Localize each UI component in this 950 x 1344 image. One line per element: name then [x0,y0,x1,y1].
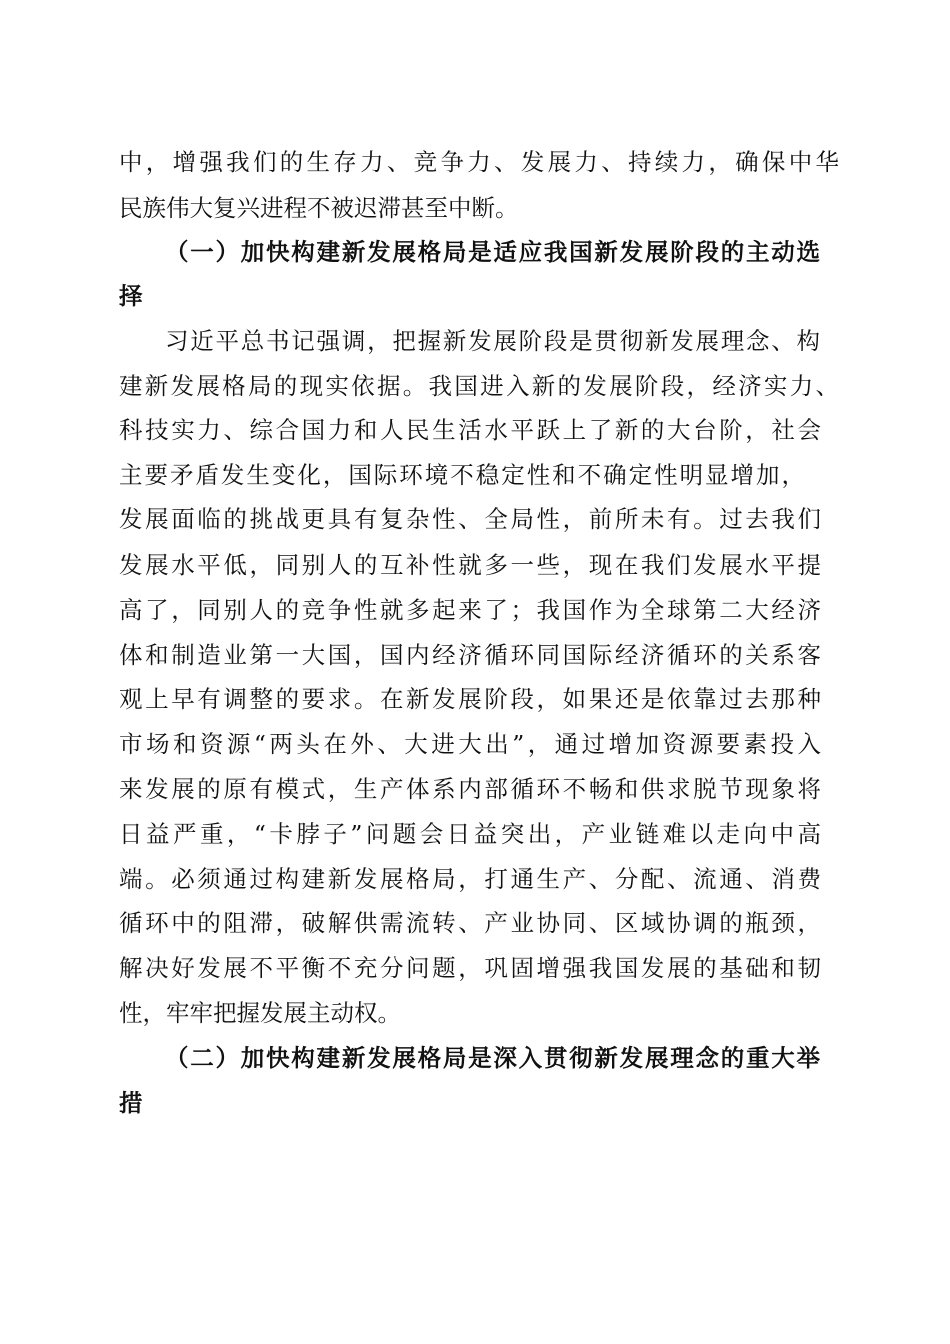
paragraph-line: 科技实力、综合国力和人民生活水平跃上了新的大台阶，社会 [119,416,821,444]
paragraph-line: 来发展的原有模式，生产体系内部循环不畅和供求脱节现象将 [119,775,821,803]
paragraph-line: 发展水平低，同别人的互补性就多一些，现在我们发展水平提 [119,551,821,579]
paragraph-line: 习近平总书记强调，把握新发展阶段是贯彻新发展理念、构 [165,327,820,355]
paragraph-line: 高了，同别人的竞争性就多起来了；我国作为全球第二大经济 [119,596,821,624]
paragraph-line: 体和制造业第一大国，国内经济循环同国际经济循环的关系客 [119,641,821,669]
paragraph-line: 日益严重，“卡脖子”问题会日益突出，产业链难以走向中高 [119,820,821,848]
paragraph-line: 发展面临的挑战更具有复杂性、全局性，前所未有。过去我们 [119,505,821,533]
paragraph-line: 端。必须通过构建新发展格局，打通生产、分配、流通、消费 [119,865,821,893]
paragraph-line: 市场和资源“两头在外、大进大出”，通过增加资源要素投入 [119,730,821,758]
section-heading-1-line: （一）加快构建新发展格局是适应我国新发展阶段的主动选 [165,238,820,266]
section-heading-1-line: 择 [119,282,143,310]
section-heading-2-line: （二）加快构建新发展格局是深入贯彻新发展理念的重大举 [165,1044,820,1072]
paragraph-line: 循环中的阻滞，破解供需流转、产业协同、区域协调的瓶颈， [119,909,821,937]
paragraph-line: 性，牢牢把握发展主动权。 [119,999,401,1027]
section-heading-2-line: 措 [119,1089,143,1117]
paragraph-line: 主要矛盾发生变化，国际环境不稳定性和不确定性明显增加， [119,461,805,489]
paragraph-line: 建新发展格局的现实依据。我国进入新的发展阶段，经济实力、 [119,372,839,400]
paragraph-line: 民族伟大复兴进程不被迟滞甚至中断。 [119,194,519,222]
paragraph-line: 解决好发展不平衡不充分问题，巩固增强我国发展的基础和韧 [119,954,821,982]
paragraph-line: 中，增强我们的生存力、竞争力、发展力、持续力，确保中华 [119,148,839,176]
paragraph-line: 观上早有调整的要求。在新发展阶段，如果还是依靠过去那种 [119,685,821,713]
